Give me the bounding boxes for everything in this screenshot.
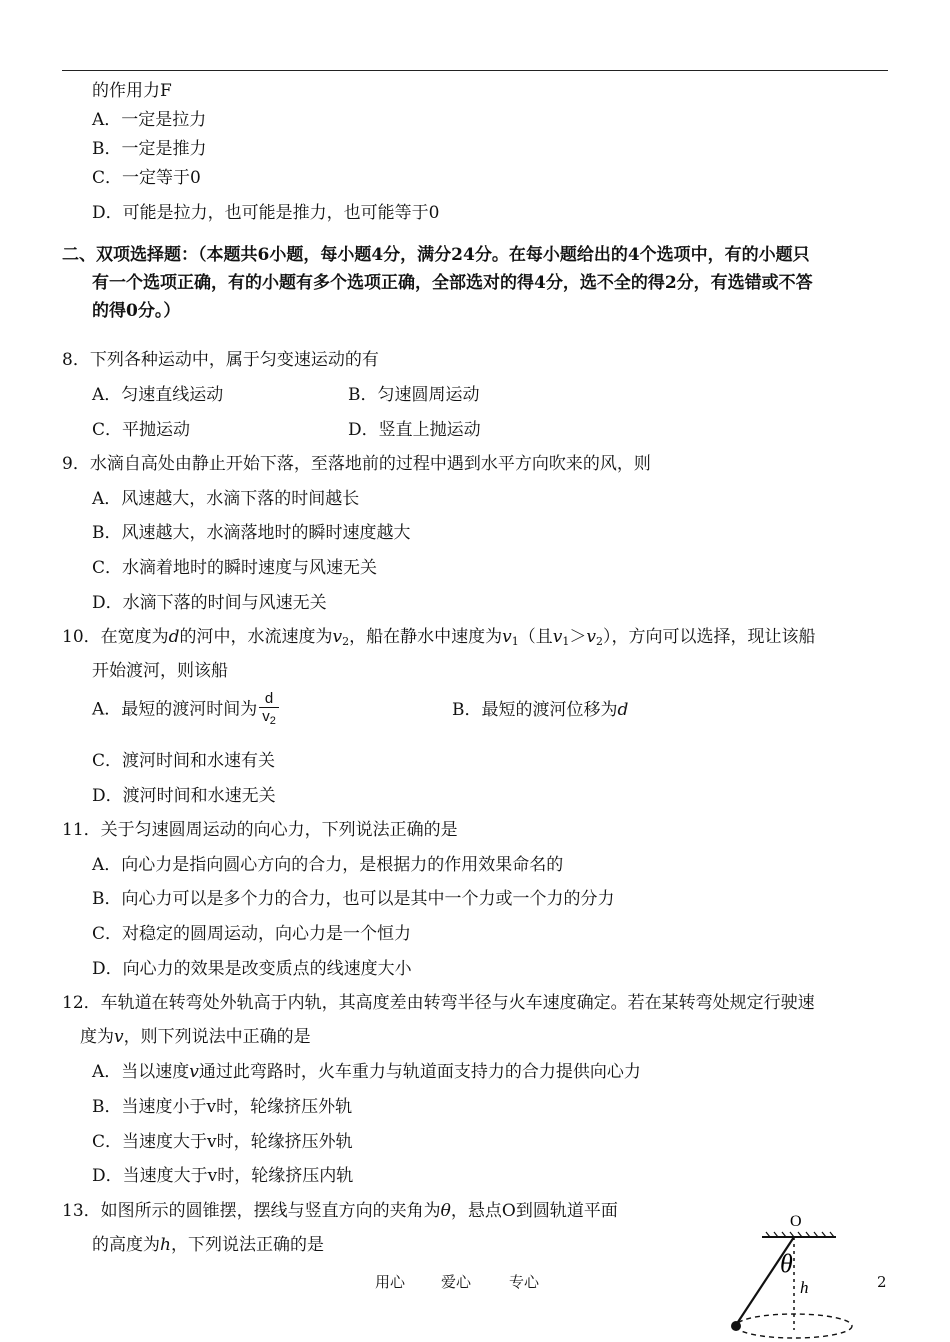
- angle-label-theta: θ: [780, 1249, 793, 1278]
- q10-option-c: C．渡河时间和水速有关: [92, 751, 276, 771]
- q12-option-c: C．当速度大于v时，轮缘挤压外轨: [92, 1132, 353, 1152]
- footer-text-2: 爱心: [441, 1273, 472, 1291]
- q8-option-c: C．平抛运动: [92, 420, 191, 440]
- footer-text-1: 用心: [375, 1273, 406, 1291]
- q12-option-b: B．当速度小于v时，轮缘挤压外轨: [92, 1097, 353, 1117]
- pivot-label-o: O: [790, 1213, 802, 1230]
- q8-stem: 8．下列各种运动中，属于匀变速运动的有: [62, 350, 379, 370]
- page-number: 2: [877, 1273, 887, 1291]
- section2-heading-line3: 的得0分。）: [92, 301, 181, 321]
- q9-option-d: D．水滴下落的时间与风速无关: [92, 593, 327, 613]
- pendulum-bob: [731, 1321, 741, 1331]
- q13-stem-line2: 的高度为h，下列说法正确的是: [92, 1235, 324, 1255]
- q11-option-c: C．对稳定的圆周运动，向心力是一个恒力: [92, 924, 412, 944]
- conical-pendulum-figure: [724, 1210, 874, 1342]
- q11-option-a: A．向心力是指向圆心方向的合力，是根据力的作用效果命名的: [92, 855, 564, 875]
- q10-stem: 10．在宽度为d的河中，水流速度为$v_2$，船在静水中速度为$v_1$（且$v_1>v_2$），方向可以选择，现让该船: [62, 627, 816, 648]
- q11-stem: 11．关于匀速圆周运动的向心力，下列说法正确的是: [62, 820, 458, 840]
- q7-option-d: D．可能是拉力，也可能是推力，也可能等于0: [92, 203, 440, 223]
- q10-option-d: D．渡河时间和水速无关: [92, 786, 276, 806]
- section2-heading-line2: 有一个选项正确，有的小题有多个选项正确，全部选对的得4分，选不全的得2分，有选错或不答: [92, 273, 813, 293]
- q7-continuation: 的作用力F: [92, 81, 172, 101]
- q13-stem-line1: 13．如图所示的圆锥摆，摆线与竖直方向的夹角为θ，悬点O到圆轨道平面: [62, 1201, 618, 1221]
- fraction-d-over-v2: $\frac{d}{v_2}$: [259, 690, 279, 730]
- q10-option-a: A．最短的渡河时间为 $\frac{d}{v_2}$: [92, 690, 279, 730]
- q10-stem-line2: 开始渡河，则该船: [92, 661, 228, 681]
- height-label-h: h: [800, 1278, 809, 1297]
- q10-option-b: B．最短的渡河位移为d: [452, 700, 629, 720]
- q7-option-a: A．一定是拉力: [92, 110, 207, 130]
- q11-option-d: D．向心力的效果是改变质点的线速度大小: [92, 959, 412, 979]
- q8-option-a: A．匀速直线运动: [92, 385, 224, 405]
- section2-heading-line1: 二、双项选择题：（本题共6小题，每小题4分，满分24分。在每小题给出的4个选项中，有的小题只: [62, 245, 810, 265]
- circular-orbit: [736, 1314, 852, 1338]
- q8-option-d: D．竖直上抛运动: [348, 420, 481, 440]
- q9-option-a: A．风速越大，水滴下落的时间越长: [92, 489, 360, 509]
- q7-option-c: C．一定等于0: [92, 168, 201, 188]
- q11-option-b: B．向心力可以是多个力的合力，也可以是其中一个力或一个力的分力: [92, 889, 615, 909]
- footer-text-3: 专心: [509, 1273, 540, 1291]
- q7-option-b: B．一定是推力: [92, 139, 207, 159]
- header-rule: [62, 70, 888, 71]
- q12-stem-line1: 12．车轨道在转弯处外轨高于内轨，其高度差由转弯半径与火车速度确定。若在某转弯处规定行驶速: [62, 993, 815, 1013]
- q8-option-b: B．匀速圆周运动: [348, 385, 480, 405]
- q9-stem: 9．水滴自高处由静止开始下落，至落地前的过程中遇到水平方向吹来的风，则: [62, 454, 651, 474]
- q9-option-b: B．风速越大，水滴落地时的瞬时速度越大: [92, 523, 411, 543]
- q12-stem-line2: 度为v，则下列说法中正确的是: [80, 1027, 311, 1047]
- q12-option-d: D．当速度大于v时，轮缘挤压内轨: [92, 1166, 354, 1186]
- q9-option-c: C．水滴着地时的瞬时速度与风速无关: [92, 558, 378, 578]
- q12-option-a: A．当以速度v通过此弯路时，火车重力与轨道面支持力的合力提供向心力: [92, 1062, 641, 1082]
